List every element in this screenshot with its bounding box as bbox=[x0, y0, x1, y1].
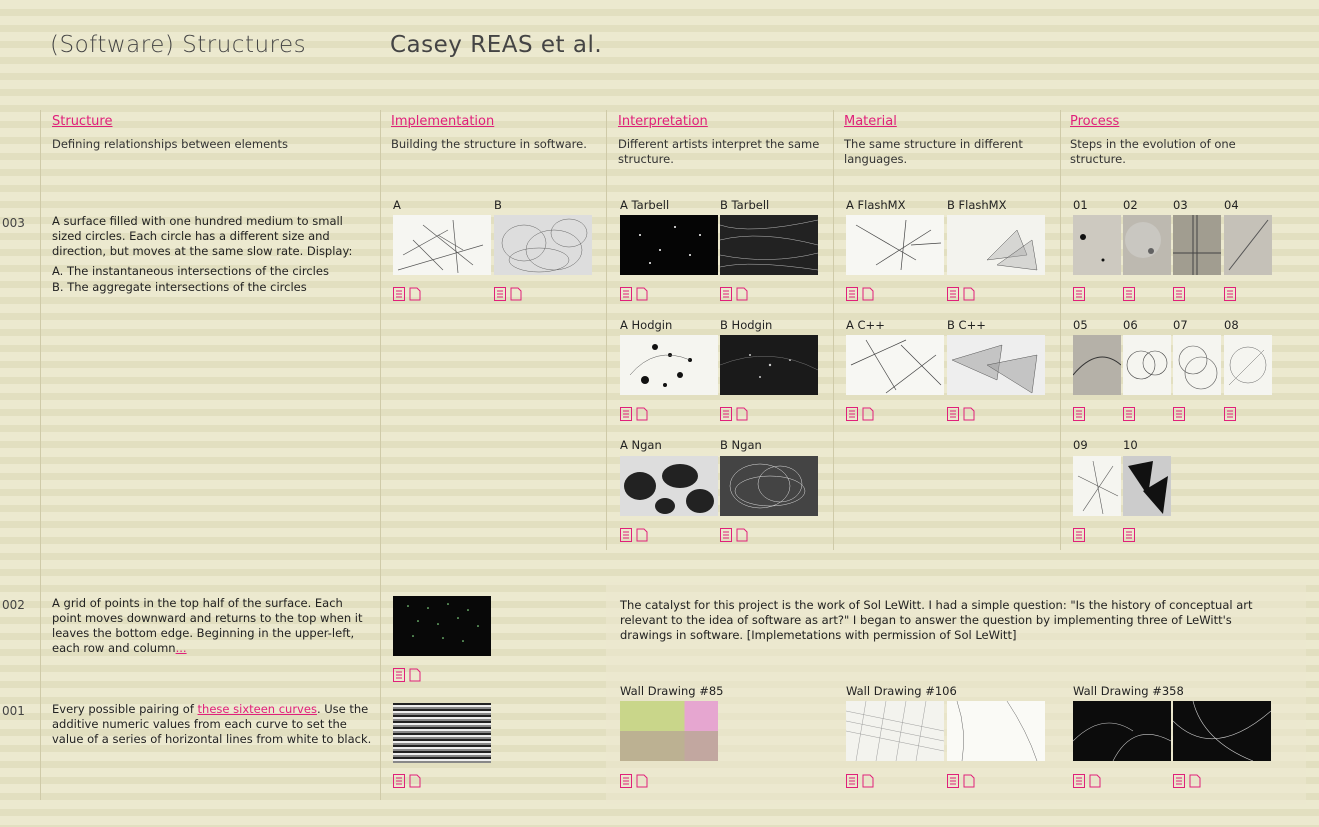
thumb-label: 07 bbox=[1173, 318, 1188, 332]
thumb-label: A FlashMX bbox=[846, 198, 906, 212]
source-code-icon[interactable] bbox=[720, 527, 732, 541]
column-desc-implementation: Building the structure in software. bbox=[391, 137, 587, 151]
wall-drawing-358-a-icons bbox=[1073, 773, 1101, 787]
source-code-icon[interactable] bbox=[1073, 773, 1085, 787]
interp-a-hodgin-thumbnail[interactable] bbox=[620, 335, 718, 395]
interp-a-tarbell-thumbnail[interactable] bbox=[620, 215, 718, 275]
material-b-cpp-thumbnail[interactable] bbox=[947, 335, 1045, 395]
source-code-icon[interactable] bbox=[1123, 286, 1135, 300]
impl-a-thumbnail[interactable] bbox=[393, 215, 491, 275]
thumb-label: 09 bbox=[1073, 438, 1088, 452]
document-icon[interactable] bbox=[963, 406, 975, 420]
interp-b-hodgin-thumbnail[interactable] bbox=[720, 335, 818, 395]
interp-b-tarbell-icons bbox=[720, 286, 748, 300]
list-item: A. The instantaneous intersections of the circles bbox=[52, 264, 329, 278]
process-09-thumbnail[interactable] bbox=[1073, 456, 1121, 516]
process-10-thumbnail[interactable] bbox=[1123, 456, 1171, 516]
source-code-icon[interactable] bbox=[947, 286, 959, 300]
source-code-icon[interactable] bbox=[846, 773, 858, 787]
document-icon[interactable] bbox=[636, 406, 648, 420]
divider bbox=[40, 110, 41, 800]
wall-drawing-label: Wall Drawing #106 bbox=[846, 684, 957, 698]
material-a-flashmx-icons bbox=[846, 286, 874, 300]
thumb-label: A bbox=[393, 198, 401, 212]
process-01-thumbnail[interactable] bbox=[1073, 215, 1121, 275]
interp-b-hodgin-icons bbox=[720, 406, 748, 420]
document-icon[interactable] bbox=[409, 773, 421, 787]
divider bbox=[833, 110, 834, 550]
thumb-label: 03 bbox=[1173, 198, 1188, 212]
material-b-flashmx-thumbnail[interactable] bbox=[947, 215, 1045, 275]
column-heading-material[interactable]: Material bbox=[844, 114, 897, 129]
source-code-icon[interactable] bbox=[1073, 286, 1085, 300]
source-code-icon[interactable] bbox=[620, 286, 632, 300]
document-icon[interactable] bbox=[862, 406, 874, 420]
interp-b-tarbell-thumbnail[interactable] bbox=[720, 215, 818, 275]
thumb-label: B Hodgin bbox=[720, 318, 773, 332]
divider bbox=[1060, 110, 1061, 550]
source-code-icon[interactable] bbox=[1173, 286, 1185, 300]
source-code-icon[interactable] bbox=[393, 667, 405, 681]
thumb-label: 02 bbox=[1123, 198, 1138, 212]
thumb-label: 06 bbox=[1123, 318, 1138, 332]
impl-002-thumbnail[interactable] bbox=[393, 596, 491, 656]
source-code-icon[interactable] bbox=[720, 286, 732, 300]
process-05-thumbnail[interactable] bbox=[1073, 335, 1121, 395]
document-icon[interactable] bbox=[636, 286, 648, 300]
structure-003-list bbox=[52, 264, 372, 295]
source-code-icon[interactable] bbox=[846, 406, 858, 420]
structure-001-description bbox=[52, 702, 372, 747]
source-code-icon[interactable] bbox=[720, 406, 732, 420]
document-icon[interactable] bbox=[736, 406, 748, 420]
document-icon[interactable] bbox=[1189, 773, 1201, 787]
wall-drawing-358-b-icons bbox=[1173, 773, 1201, 787]
source-code-icon[interactable] bbox=[1224, 406, 1236, 420]
source-code-icon[interactable] bbox=[947, 406, 959, 420]
structure-003-description bbox=[52, 214, 372, 296]
thumb-label: B Ngan bbox=[720, 438, 762, 452]
thumb-label: B C++ bbox=[947, 318, 986, 332]
interp-a-ngan-icons bbox=[620, 527, 648, 541]
structure-002-description bbox=[52, 596, 372, 656]
impl-001-icons bbox=[393, 773, 421, 787]
divider bbox=[380, 110, 381, 800]
column-heading-process[interactable]: Process bbox=[1070, 114, 1120, 129]
process-02-thumbnail[interactable] bbox=[1123, 215, 1171, 275]
source-code-icon[interactable] bbox=[620, 527, 632, 541]
structure-003-text: A surface filled with one hundred medium to small sized circles. Each circle has a different size and direction, but moves at the same slow rate. Display: bbox=[52, 214, 353, 258]
impl-001-thumbnail[interactable] bbox=[393, 703, 491, 763]
thumb-label: 04 bbox=[1224, 198, 1239, 212]
source-code-icon[interactable] bbox=[1123, 406, 1135, 420]
wall-drawing-106-a-icons bbox=[846, 773, 874, 787]
impl-b-icons bbox=[494, 286, 522, 300]
row-number: 003 bbox=[2, 216, 25, 230]
sixteen-curves-link[interactable]: these sixteen curves bbox=[197, 702, 317, 716]
material-a-cpp-thumbnail[interactable] bbox=[846, 335, 944, 395]
wall-drawing-106-b-icons bbox=[947, 773, 975, 787]
thumb-label: B Tarbell bbox=[720, 198, 770, 212]
source-code-icon[interactable] bbox=[1123, 527, 1135, 541]
source-code-icon[interactable] bbox=[947, 773, 959, 787]
column-heading-structure[interactable]: Structure bbox=[52, 114, 113, 129]
wall-drawing-label: Wall Drawing #85 bbox=[620, 684, 724, 698]
interp-a-hodgin-icons bbox=[620, 406, 648, 420]
impl-b-thumbnail[interactable] bbox=[494, 215, 592, 275]
process-07-thumbnail[interactable] bbox=[1173, 335, 1221, 395]
page-title: (Software) Structures bbox=[50, 32, 307, 58]
thumb-label: 10 bbox=[1123, 438, 1138, 452]
structure-001-text-post: . Use the additive numeric values from each curve to set the value of a series of horizontal lines from white to black. bbox=[52, 702, 372, 746]
document-icon[interactable] bbox=[1089, 773, 1101, 787]
document-icon[interactable] bbox=[736, 286, 748, 300]
wall-drawing-label: Wall Drawing #358 bbox=[1073, 684, 1184, 698]
thumb-label: A Ngan bbox=[620, 438, 662, 452]
source-code-icon[interactable] bbox=[620, 773, 632, 787]
thumb-label: A Hodgin bbox=[620, 318, 673, 332]
wall-drawing-85-thumbnail[interactable] bbox=[620, 701, 718, 761]
document-icon[interactable] bbox=[736, 527, 748, 541]
structure-002-text: A grid of points in the top half of the surface. Each point moves downward and returns to the top when it leaves the bottom edge. Beginning in the upper-left, each row and column bbox=[52, 596, 363, 655]
wall-drawing-106-a-thumbnail[interactable] bbox=[846, 701, 944, 761]
interp-b-ngan-icons bbox=[720, 527, 748, 541]
source-code-icon[interactable] bbox=[393, 286, 405, 300]
wall-drawing-358-a-thumbnail[interactable] bbox=[1073, 701, 1171, 761]
document-icon[interactable] bbox=[636, 527, 648, 541]
more-link[interactable]: ... bbox=[175, 641, 187, 655]
divider bbox=[606, 110, 607, 550]
thumb-label: A Tarbell bbox=[620, 198, 670, 212]
column-heading-implementation[interactable]: Implementation bbox=[391, 114, 495, 129]
source-code-icon[interactable] bbox=[1173, 773, 1185, 787]
document-icon[interactable] bbox=[409, 667, 421, 681]
column-desc-material: The same structure in different languages. bbox=[844, 137, 1023, 166]
source-code-icon[interactable] bbox=[620, 406, 632, 420]
document-icon[interactable] bbox=[963, 286, 975, 300]
material-a-cpp-icons bbox=[846, 406, 874, 420]
structure-001-text-pre: Every possible pairing of bbox=[52, 702, 198, 716]
wall-drawing-85-icons bbox=[620, 773, 648, 787]
interp-a-tarbell-icons bbox=[620, 286, 648, 300]
document-icon[interactable] bbox=[862, 286, 874, 300]
impl-a-icons bbox=[393, 286, 421, 300]
interp-a-ngan-thumbnail[interactable] bbox=[620, 456, 718, 516]
thumb-label: B FlashMX bbox=[947, 198, 1007, 212]
document-icon[interactable] bbox=[862, 773, 874, 787]
process-06-thumbnail[interactable] bbox=[1123, 335, 1171, 395]
document-icon[interactable] bbox=[510, 286, 522, 300]
lewitt-paragraph: The catalyst for this project is the work of Sol LeWitt. I had a simple question: "Is the history of conceptual art relevant to the idea of software as art?" I began to answer the question by implementing three of LeWitt's drawings in software. [Implemetations with permission of Sol LeWitt] bbox=[620, 598, 1253, 642]
thumb-label: 01 bbox=[1073, 198, 1088, 212]
material-a-flashmx-thumbnail[interactable] bbox=[846, 215, 944, 275]
thumb-label: 05 bbox=[1073, 318, 1088, 332]
process-08-thumbnail[interactable] bbox=[1224, 335, 1272, 395]
thumb-label: A C++ bbox=[846, 318, 885, 332]
column-desc-process: Steps in the evolution of one structure. bbox=[1070, 137, 1236, 166]
process-04-thumbnail[interactable] bbox=[1224, 215, 1272, 275]
list-item: B. The aggregate intersections of the circles bbox=[52, 280, 307, 294]
material-b-flashmx-icons bbox=[947, 286, 975, 300]
process-03-thumbnail[interactable] bbox=[1173, 215, 1221, 275]
impl-002-icons bbox=[393, 667, 421, 681]
author: Casey REAS et al. bbox=[390, 32, 603, 58]
source-code-icon[interactable] bbox=[1224, 286, 1236, 300]
source-code-icon[interactable] bbox=[494, 286, 506, 300]
row-number: 001 bbox=[2, 704, 25, 718]
column-heading-interpretation[interactable]: Interpretation bbox=[618, 114, 708, 129]
row-number: 002 bbox=[2, 598, 25, 612]
interp-b-ngan-thumbnail[interactable] bbox=[720, 456, 818, 516]
material-b-cpp-icons bbox=[947, 406, 975, 420]
document-icon[interactable] bbox=[636, 773, 648, 787]
wall-drawing-106-b-thumbnail[interactable] bbox=[947, 701, 1045, 761]
source-code-icon[interactable] bbox=[1073, 527, 1085, 541]
column-desc-structure: Defining relationships between elements bbox=[52, 137, 288, 151]
thumb-label: B bbox=[494, 198, 502, 212]
document-icon[interactable] bbox=[963, 773, 975, 787]
wall-drawing-358-b-thumbnail[interactable] bbox=[1173, 701, 1271, 761]
thumb-label: 08 bbox=[1224, 318, 1239, 332]
document-icon[interactable] bbox=[409, 286, 421, 300]
column-desc-interpretation: Different artists interpret the same structure. bbox=[618, 137, 820, 166]
source-code-icon[interactable] bbox=[393, 773, 405, 787]
source-code-icon[interactable] bbox=[1173, 406, 1185, 420]
source-code-icon[interactable] bbox=[1073, 406, 1085, 420]
source-code-icon[interactable] bbox=[846, 286, 858, 300]
